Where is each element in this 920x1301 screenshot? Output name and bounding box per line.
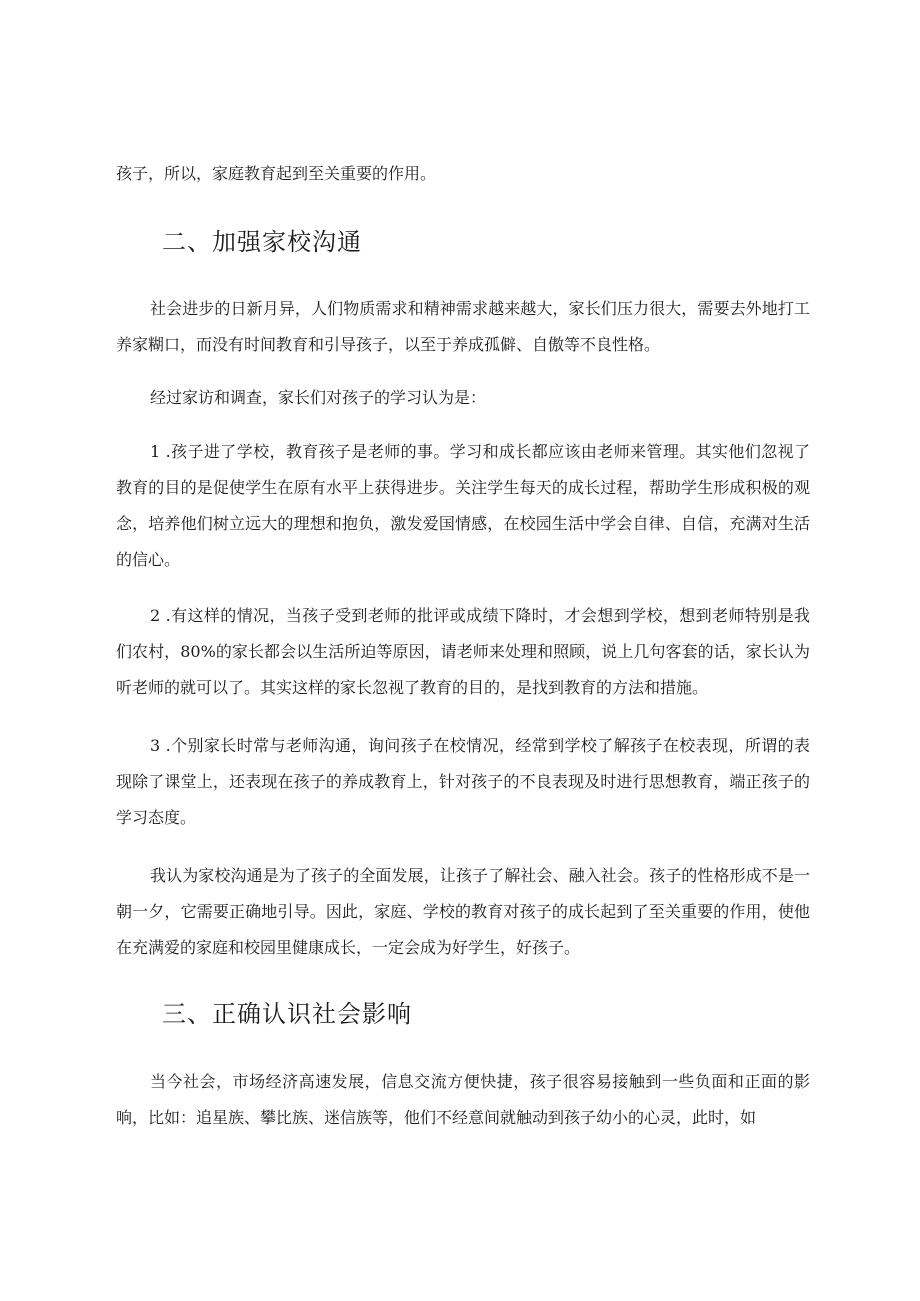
- paragraph-survey: 经过家访和调查，家长们对孩子的学习认为是：: [150, 388, 487, 407]
- list-item-1: 1 .孩子进了学校，教育孩子是老师的事。学习和成长都应该由老师来管理。其实他们忽视了教育的目的是促使学生在原有水平上获得进步。关注学生每天的成长过程，帮助学生形成积极的观念，培养他们树立远大的理想和抱负，激发爱国情感，在校园生活中学会自律、自信，充满对生活的信心。: [116, 442, 810, 569]
- heading-section-3: 三、正确认识社会影响: [162, 1000, 412, 1028]
- paragraph-society: 社会进步的日新月异，人们物质需求和精神需求越来越大，家长们压力很大，需要去外地打工养家糊口，而没有时间教育和引导孩子，以至于养成孤僻、自傲等不良性格。: [116, 299, 810, 354]
- paragraph-conclusion: 我认为家校沟通是为了孩子的全面发展，让孩子了解社会、融入社会。孩子的性格形成不是一朝一夕，它需要正确地引导。因此，家庭、学校的教育对孩子的成长起到了至关重要的作用，使他在充满爱的家庭和校园里健康成长，一定会成为好学生，好孩子。: [116, 866, 810, 957]
- list-item-2: 2 .有这样的情况，当孩子受到老师的批评或成绩下降时，才会想到学校，想到老师特别是我们农村，80%的家长都会以生活所迫等原因，请老师来处理和照顾，说上几句客套的话，家长认为听老师的就可以了。其实这样的家长忽视了教育的目的，是找到教育的方法和措施。: [116, 606, 810, 697]
- paragraph-society-influence: 当今社会，市场经济高速发展，信息交流方便快捷，孩子很容易接触到一些负面和正面的影响，比如：追星族、攀比族、迷信族等，他们不经意间就触动到孩子幼小的心灵，此时，如: [116, 1072, 810, 1127]
- heading-section-2: 二、加强家校沟通: [162, 228, 362, 256]
- paragraph-intro-tail: 孩子，所以，家庭教育起到至关重要的作用。: [116, 164, 437, 183]
- list-item-3: 3 .个别家长时常与老师沟通，询问孩子在校情况，经常到学校了解孩子在校表现，所谓的表现除了课堂上，还表现在孩子的养成教育上，针对孩子的不良表现及时进行思想教育，端正孩子的学习态度。: [116, 736, 810, 827]
